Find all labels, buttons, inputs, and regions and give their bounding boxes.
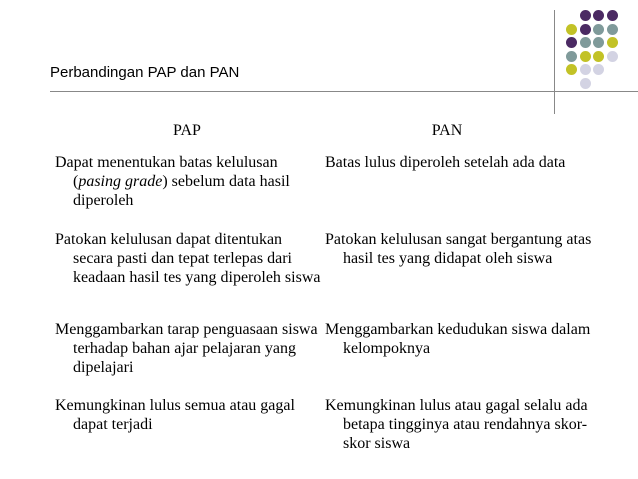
decorative-dot: [593, 10, 604, 21]
decorative-dot: [566, 37, 577, 48]
decorative-dot: [580, 64, 591, 75]
decorative-dot: [580, 78, 591, 89]
slide-title: Perbandingan PAP dan PAN: [50, 64, 240, 81]
decorative-dot: [580, 10, 591, 21]
column-header-pan: PAN: [431, 122, 463, 139]
table-cell-pan: Batas lulus diperoleh setelah ada data: [325, 154, 566, 171]
decorative-dot: [593, 64, 604, 75]
table-cell-pan: Menggambarkan kedudukan siswa dalam kelompoknya: [325, 321, 591, 357]
table-cell-pan: Kemungkinan lulus atau gagal selalu ada betapa tingginya atau rendahnya skor-skor siswa: [325, 397, 588, 452]
table-cell-pap: Menggambarkan tarap penguasaan siswa terhadap bahan ajar pelajaran yang dipelajari: [55, 321, 318, 376]
decorative-dot: [580, 37, 591, 48]
decorative-dot: [566, 51, 577, 62]
decorative-dot: [593, 51, 604, 62]
decorative-dot: [593, 37, 604, 48]
decorative-dot: [607, 37, 618, 48]
decorative-horizontal-line: [50, 91, 638, 92]
decorative-dot: [607, 24, 618, 35]
decorative-dot: [593, 24, 604, 35]
decorative-dot: [566, 64, 577, 75]
decorative-dot: [580, 51, 591, 62]
decorative-dot-grid: [566, 10, 638, 105]
decorative-dot: [580, 24, 591, 35]
decorative-dot: [607, 51, 618, 62]
decorative-dot: [607, 10, 618, 21]
table-cell-pap: Patokan kelulusan dapat ditentukan secara pasti dan tepat terlepas dari keadaan hasil tes yang diperoleh siswa: [55, 231, 321, 286]
table-cell-pap: Dapat menentukan batas kelulusan (pasing grade) sebelum data hasil diperoleh: [55, 154, 290, 209]
decorative-vertical-line: [554, 10, 555, 114]
decorative-dot: [566, 24, 577, 35]
column-header-pap: PAP: [173, 122, 201, 139]
table-cell-pap: Kemungkinan lulus semua atau gagal dapat terjadi: [55, 397, 295, 433]
table-cell-pan: Patokan kelulusan sangat bergantung atas hasil tes yang didapat oleh siswa: [325, 231, 592, 267]
